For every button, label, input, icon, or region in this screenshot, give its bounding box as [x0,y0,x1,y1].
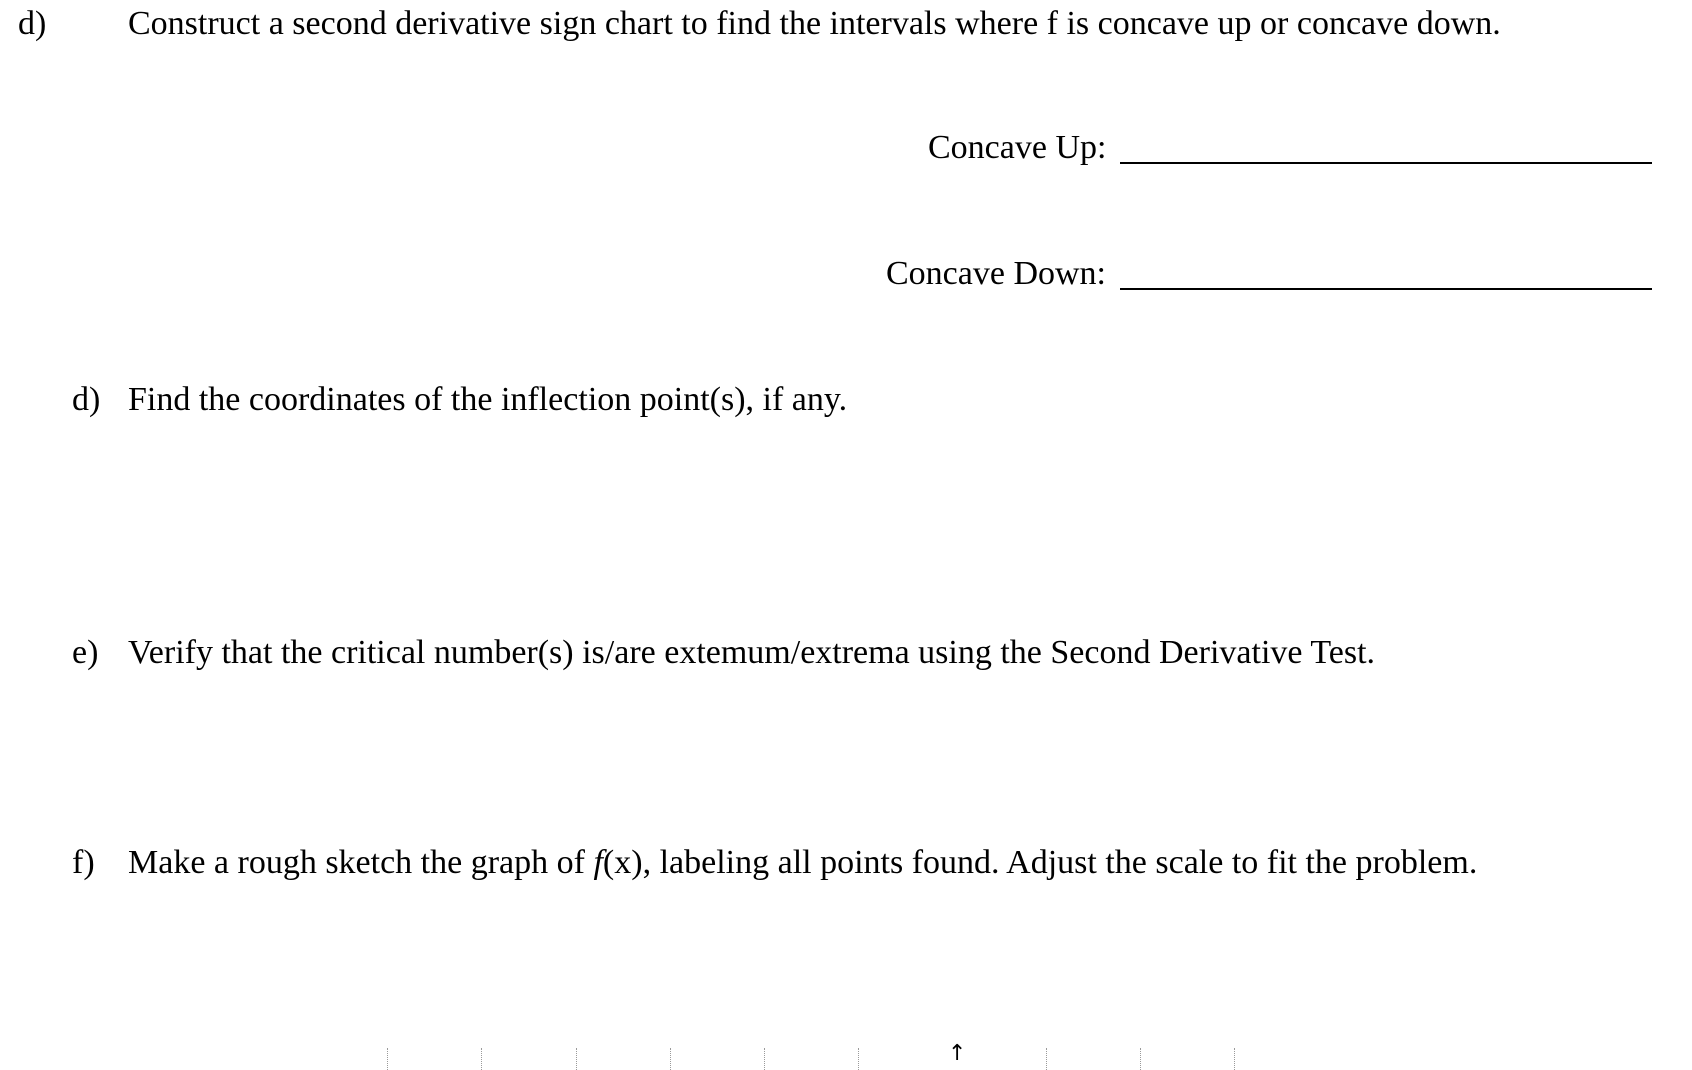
question-label-d-sign-chart: d) [18,5,47,42]
question-label-d-inflection: d) [72,381,101,418]
question-label-f: f) [72,844,95,881]
sketch-text-after: , labeling all points found. Adjust the scale to fit the problem. [642,844,1478,881]
grid-line [764,1048,765,1070]
question-text-inflection: Find the coordinates of the inflection point(s), if any. [128,381,848,418]
concave-up-row [928,128,1652,168]
question-text-sign-chart: Construct a second derivative sign chart to find the intervals where f is concave up or concave down. [128,5,1501,42]
grid-line [1234,1048,1235,1070]
grid-line [576,1048,577,1070]
concave-down-row [886,254,1652,294]
grid-line [481,1048,482,1070]
up-arrow-icon: ↑ [948,1041,967,1066]
graph-grid-top-edge [0,1040,1692,1066]
grid-line [858,1048,859,1070]
question-label-e: e) [72,634,99,671]
function-argument: (x) [602,844,643,881]
grid-line [670,1048,671,1070]
concave-down-answer-line[interactable] [1120,258,1652,290]
concave-down-label: Concave Down: [886,255,1107,292]
concave-up-answer-line[interactable] [1120,132,1652,164]
question-text-second-derivative-test: Verify that the critical number(s) is/are extemum/extrema using the Second Derivative Test. [128,634,1376,671]
question-text-sketch-graph [128,843,1477,883]
grid-line [387,1048,388,1070]
sketch-text-before: Make a rough sketch the graph of [128,844,594,881]
grid-line [1046,1048,1047,1070]
concave-up-label: Concave Up: [928,129,1107,166]
grid-line [1140,1048,1141,1070]
function-name: f [593,844,603,881]
